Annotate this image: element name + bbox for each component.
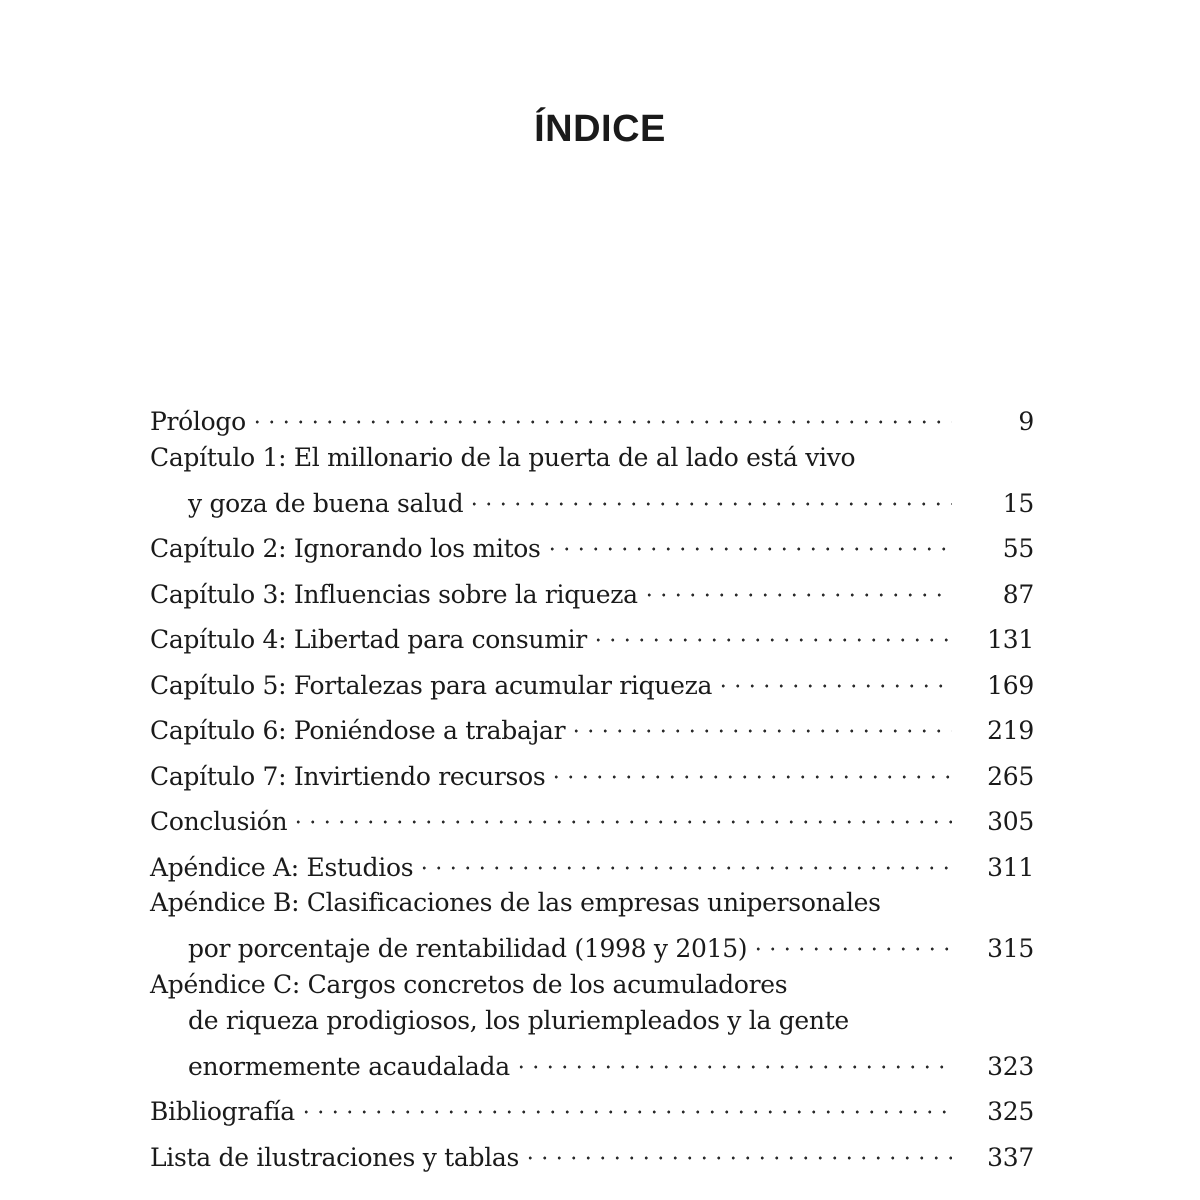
toc-entry-label: Capítulo 6: Poniéndose a trabajar [150, 716, 566, 745]
toc-entry-line [150, 394, 1034, 436]
toc-entry-line [150, 612, 1034, 654]
toc-entry-line [150, 921, 1034, 963]
dot-leader [467, 476, 952, 512]
toc-entry-label: Apéndice C: Cargos concretos de los acumuladores [150, 969, 788, 999]
dot-leader [299, 1084, 952, 1120]
toc-entry [150, 794, 1034, 836]
toc-page-number: 87 [1002, 579, 1034, 609]
toc-page-number: 131 [987, 625, 1034, 654]
toc-page-number: 9 [1018, 407, 1034, 436]
toc-entry-line [150, 1130, 1034, 1172]
toc-page-number: 55 [1002, 534, 1034, 563]
dot-leader [591, 612, 952, 648]
toc-entry [150, 1130, 1034, 1172]
dot-leader [417, 840, 952, 876]
toc-entry-label: Capítulo 3: Influencias sobre la riqueza [150, 579, 638, 609]
toc-entry-line [150, 440, 1034, 476]
dot-leader [545, 521, 952, 557]
dot-leader [716, 658, 952, 694]
toc-entry-label: y goza de buena salud [188, 488, 464, 518]
toc-entry [150, 1084, 1034, 1126]
toc-entry-line [150, 567, 1034, 609]
toc-entry [150, 840, 1034, 882]
toc-entry-line [150, 703, 1034, 745]
toc-entry-label: Capítulo 1: El millonario de la puerta de al lado está vivo [150, 442, 856, 472]
toc-page-number: 323 [987, 1051, 1034, 1081]
dot-leader [250, 394, 952, 430]
toc-entry-label: Capítulo 7: Invirtiendo recursos [150, 761, 546, 791]
toc-entry-label: Apéndice A: Estudios [150, 852, 414, 882]
toc-entry-line [150, 521, 1034, 563]
toc-entry-label: Capítulo 4: Libertad para consumir [150, 625, 587, 654]
toc-entry [150, 394, 1034, 436]
toc-entry-line [150, 885, 1034, 921]
toc-page-number: 169 [987, 670, 1034, 700]
page-title: ÍNDICE [534, 108, 666, 151]
dot-leader [291, 794, 952, 830]
toc-entry-line [150, 476, 1034, 518]
toc-entry [150, 440, 1034, 518]
toc-entry-label: de riqueza prodigiosos, los pluriempleados y la gente [188, 1005, 849, 1035]
dot-leader [569, 703, 952, 739]
dot-leader [549, 749, 952, 785]
toc-entry [150, 703, 1034, 745]
toc-entry [150, 967, 1034, 1081]
dot-leader [523, 1130, 952, 1166]
toc-entry-label: por porcentaje de rentabilidad (1998 y 2015) [188, 934, 748, 963]
toc-entry [150, 885, 1034, 963]
toc-entry-label: Prólogo [150, 407, 246, 436]
dot-leader [642, 567, 952, 603]
toc-entry [150, 749, 1034, 791]
dot-leader [514, 1039, 952, 1075]
toc-entry-label: Bibliografía [150, 1097, 295, 1126]
toc-entry-label: Apéndice B: Clasificaciones de las empresas unipersonales [150, 888, 881, 917]
toc-entry [150, 567, 1034, 609]
toc-page-number: 325 [987, 1097, 1034, 1126]
dot-leader [751, 921, 952, 957]
toc-page-number: 315 [987, 934, 1034, 963]
toc-entry-label: Lista de ilustraciones y tablas [150, 1142, 520, 1172]
toc-page-number: 15 [1002, 488, 1034, 518]
toc-entry-label: Conclusión [150, 807, 288, 836]
toc-entry [150, 612, 1034, 654]
toc-page-number: 337 [987, 1142, 1034, 1172]
toc-entry [150, 658, 1034, 700]
toc-entry-line [150, 1003, 1034, 1039]
table-of-contents [150, 394, 1034, 1175]
toc-entry-label: Capítulo 2: Ignorando los mitos [150, 534, 541, 563]
toc-page-number: 219 [987, 716, 1034, 745]
toc-entry-line [150, 840, 1034, 882]
toc-entry-line [150, 1039, 1034, 1081]
toc-entry-line [150, 794, 1034, 836]
toc-entry-line [150, 967, 1034, 1003]
toc-entry-line [150, 658, 1034, 700]
toc-entry-line [150, 1084, 1034, 1126]
toc-entry-label: enormemente acaudalada [188, 1051, 510, 1081]
toc-page-number: 265 [987, 761, 1034, 791]
toc-page-number: 311 [987, 852, 1034, 882]
toc-entry [150, 521, 1034, 563]
toc-page-number: 305 [987, 807, 1034, 836]
toc-entry-line [150, 749, 1034, 791]
toc-entry-label: Capítulo 5: Fortalezas para acumular riqueza [150, 670, 713, 700]
